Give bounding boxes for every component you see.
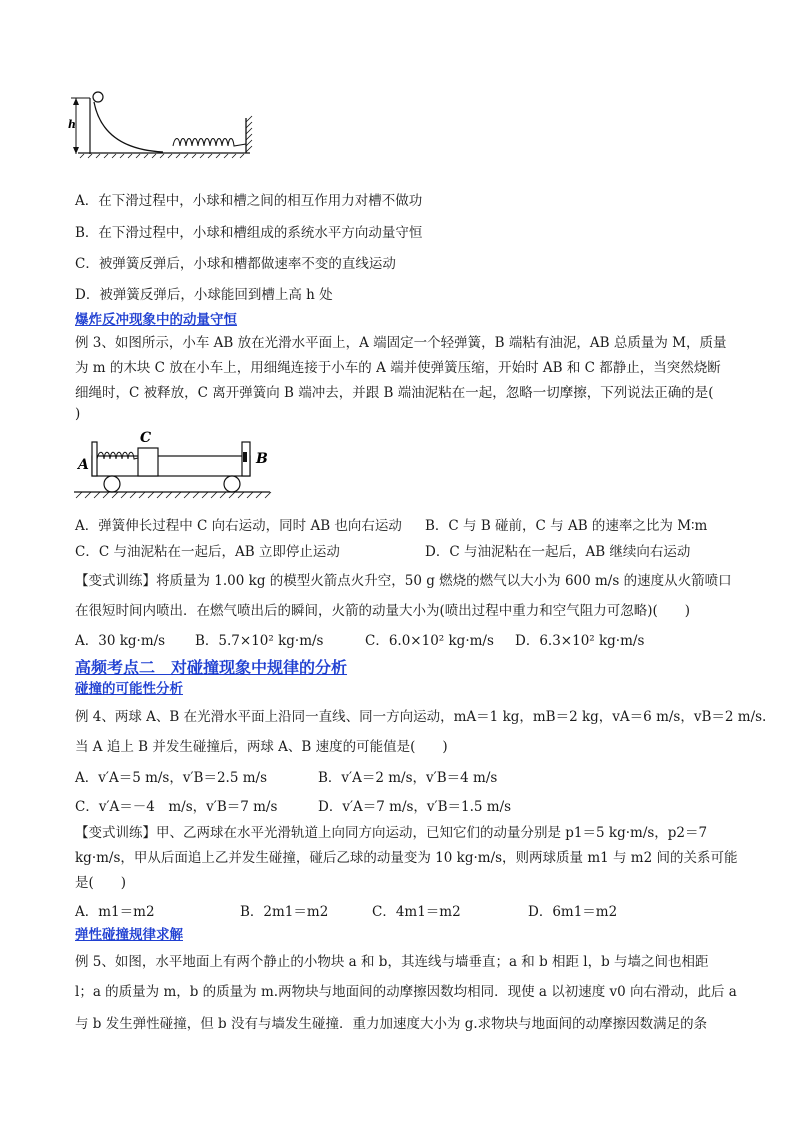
ex5-line-2: l；a 的质量为 m，b 的质量为 m.两物块与地面间的动摩擦因数均相同．现使 a 以初速度 v0 向右滑动，此后 a bbox=[75, 984, 737, 1000]
variant1-option-b: B．5.7×10² kg·m/s bbox=[195, 633, 324, 649]
q-prev-option-c: C．被弹簧反弹后，小球和槽都做速率不变的直线运动 bbox=[75, 256, 396, 272]
ex4-line-2: 当 A 追上 B 并发生碰撞后，两球 A、B 速度的可能值是( ) bbox=[75, 739, 448, 755]
section-heading-elastic: 弹性碰撞规律求解 bbox=[75, 927, 183, 943]
ex4-option-d: D．v′A＝7 m/s，v′B＝1.5 m/s bbox=[318, 799, 512, 815]
label-c: C bbox=[140, 430, 152, 446]
ex4-line-1: 例 4、两球 A、B 在光滑水平面上沿同一直线、同一方向运动，mA＝1 kg，mB＝2 kg，vA＝6 m/s，vB＝2 m/s. bbox=[75, 709, 767, 725]
section-heading-explosion: 爆炸反冲现象中的动量守恒 bbox=[75, 312, 237, 328]
ex4-option-b: B．v′A＝2 m/s，v′B＝4 m/s bbox=[318, 770, 498, 786]
q-prev-option-a: A．在下滑过程中，小球和槽之间的相互作用力对槽不做功 bbox=[75, 193, 423, 209]
q-prev-option-d: D．被弹簧反弹后，小球能回到槽上高 h 处 bbox=[75, 287, 333, 303]
q-prev-option-b: B．在下滑过程中，小球和槽组成的系统水平方向动量守恒 bbox=[75, 225, 423, 241]
label-a: A bbox=[78, 457, 89, 473]
ex3-line-4: ) bbox=[75, 406, 81, 422]
ex4-option-a: A．v′A＝5 m/s，v′B＝2.5 m/s bbox=[75, 770, 267, 786]
topic-heading-collision: 高频考点二 对碰撞现象中规律的分析 bbox=[75, 658, 348, 677]
ex3-line-2: 为 m 的木块 C 放在小车上，用细绳连接于小车的 A 端并使弹簧压缩，开始时 AB 和 C 都静止，当突然烧断 bbox=[75, 360, 721, 376]
variant1-line-2: 在很短时间内喷出．在燃气喷出后的瞬间，火箭的动量大小为(喷出过程中重力和空气阻力可忽略)( ) bbox=[75, 603, 691, 619]
variant2-option-d: D．6m1＝m2 bbox=[528, 904, 618, 920]
variant1-option-c: C．6.0×10² kg·m/s bbox=[365, 633, 494, 649]
ex3-option-b: B．C 与 B 碰前，C 与 AB 的速率之比为 M∶m bbox=[425, 518, 708, 534]
height-label: h bbox=[68, 118, 76, 131]
variant1-line-1: 【变式训练】将质量为 1.00 kg 的模型火箭点火升空，50 g 燃烧的燃气以大小为 600 m/s 的速度从火箭喷口 bbox=[75, 573, 732, 589]
variant1-option-d: D．6.3×10² kg·m/s bbox=[515, 633, 645, 649]
ex3-line-1: 例 3、如图所示，小车 AB 放在光滑水平面上，A 端固定一个轻弹簧，B 端粘有油泥，AB 总质量为 M，质量 bbox=[75, 335, 727, 351]
ex5-line-3: 与 b 发生弹性碰撞，但 b 没有与墙发生碰撞．重力加速度大小为 g.求物块与地面间的动摩擦因数满足的条 bbox=[75, 1016, 708, 1032]
ex3-option-d: D．C 与油泥粘在一起后，AB 继续向右运动 bbox=[425, 544, 691, 560]
section-heading-collision-possibility: 碰撞的可能性分析 bbox=[75, 681, 183, 697]
ex3-line-3: 细绳时，C 被释放，C 离开弹簧向 B 端冲去，并跟 B 端油泥粘在一起，忽略一切摩擦，下列说法正确的是( bbox=[75, 385, 714, 401]
variant1-option-a: A．30 kg·m/s bbox=[75, 633, 166, 649]
figure-cart bbox=[72, 426, 272, 508]
variant2-line-1: 【变式训练】甲、乙两球在水平光滑轨道上向同方向运动，已知它们的动量分别是 p1＝5 kg·m/s，p2＝7 bbox=[75, 825, 708, 841]
ex3-option-c: C．C 与油泥粘在一起后，AB 立即停止运动 bbox=[75, 544, 340, 560]
variant2-line-2: kg·m/s，甲从后面追上乙并发生碰撞，碰后乙球的动量变为 10 kg·m/s，则两球质量 m1 与 m2 间的关系可能 bbox=[75, 850, 738, 866]
label-b: B bbox=[256, 451, 268, 467]
variant2-option-c: C．4m1＝m2 bbox=[372, 904, 461, 920]
figure-slot-spring bbox=[68, 88, 258, 160]
ex5-line-1: 例 5、如图，水平地面上有两个静止的小物块 a 和 b，其连线与墙垂直；a 和 b 相距 l，b 与墙之间也相距 bbox=[75, 954, 709, 970]
variant2-option-a: A．m1＝m2 bbox=[75, 904, 155, 920]
ex4-option-c: C．v′A＝－4 m/s，v′B＝7 m/s bbox=[75, 799, 278, 815]
variant2-option-b: B．2m1＝m2 bbox=[240, 904, 329, 920]
variant2-line-3: 是( ) bbox=[75, 875, 127, 891]
ex3-option-a: A．弹簧伸长过程中 C 向右运动，同时 AB 也向右运动 bbox=[75, 518, 402, 534]
